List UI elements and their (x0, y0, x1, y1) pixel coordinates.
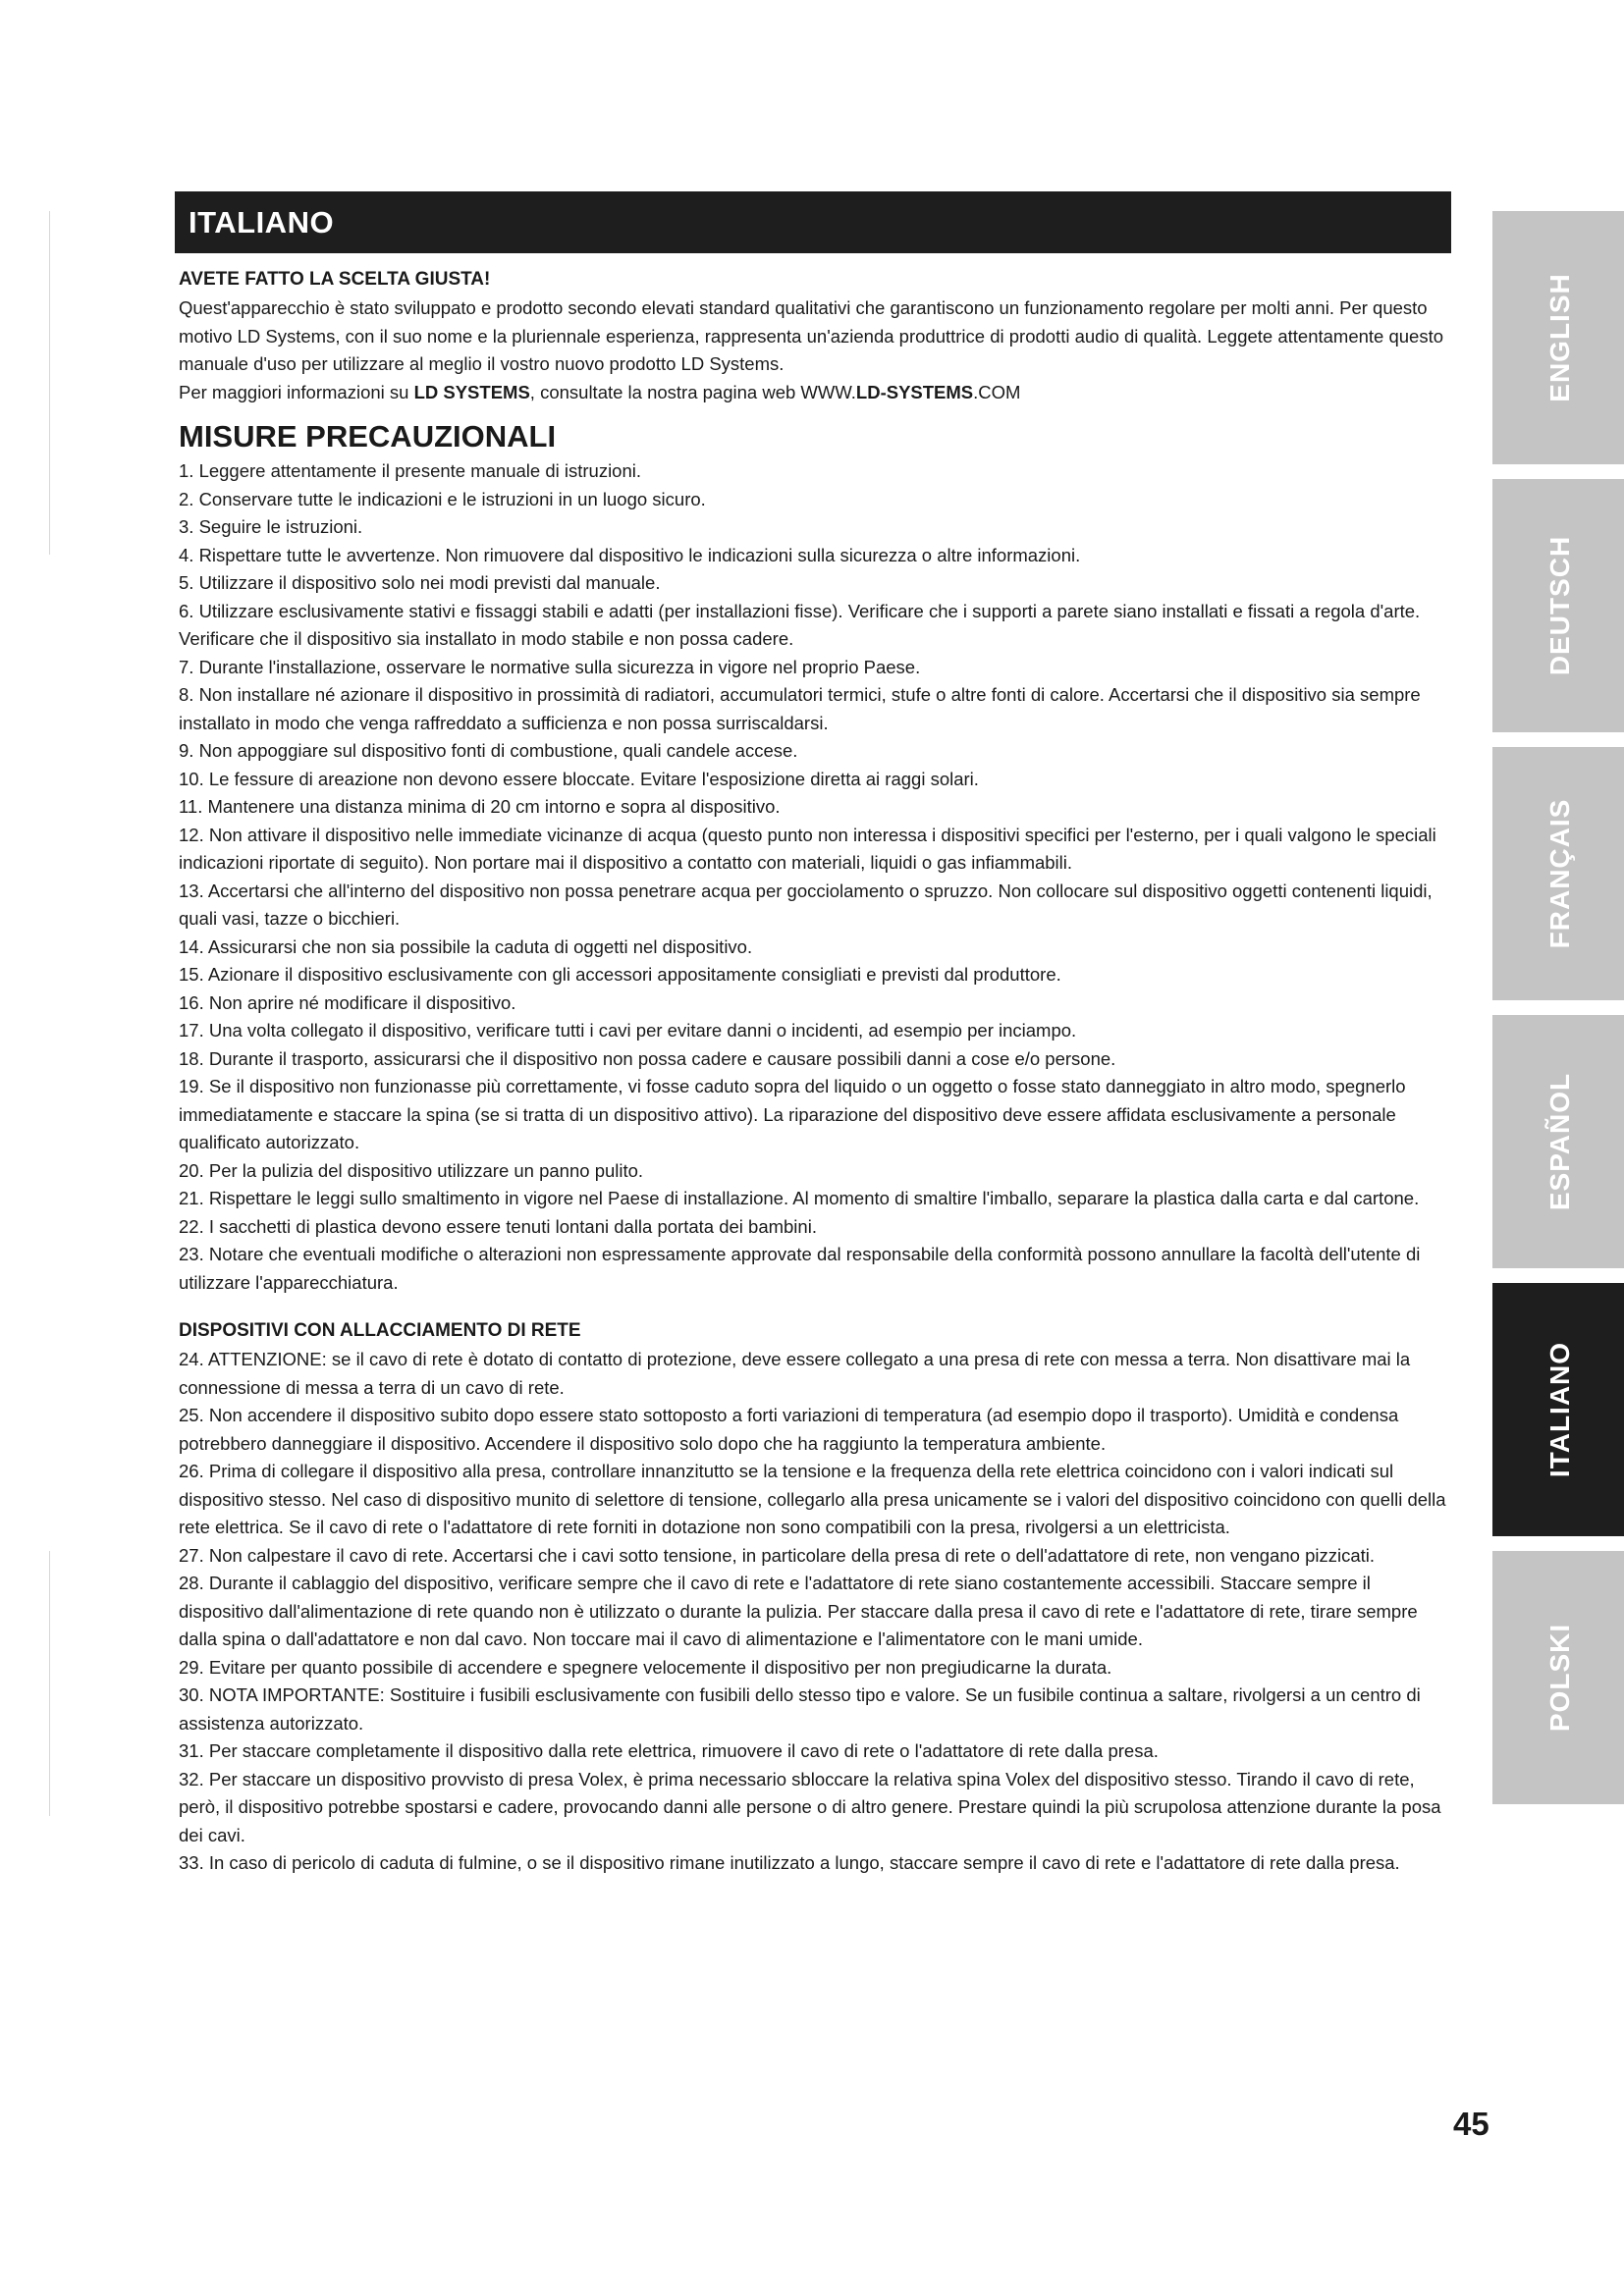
list-item: 26. Prima di collegare il dispositivo alla presa, controllare innanzitutto se la tensione e la frequenza della rete elettrica coincidono con i valori indicati sul dispositivo stesso. Nel caso di dispositivo munito di selettore di tensione, collegarlo alla presa unicamente se i valori del dispositivo coincidono con quelli della rete elettrica. Se il cavo di rete o l'adattatore di rete forniti in dotazione non sono compatibili con la presa, rivolgersi a un elettricista. (179, 1461, 1446, 1537)
tab-francais[interactable] (1492, 747, 1624, 1000)
list-item: 25. Non accendere il dispositivo subito dopo essere stato sottoposto a forti variazioni di temperatura (ad esempio dopo il trasporto). Umidità e condensa potrebbero danneggiare il dispositivo. Accendere il dispositivo solo dopo che ha raggiunto la temperatura ambiente. (179, 1405, 1399, 1454)
list-item: 27. Non calpestare il cavo di rete. Accertarsi che i cavi sotto tensione, in particolare della presa di rete o dell'adattatore di rete, non vengano pizzicati. (179, 1544, 1376, 1566)
list-item: 2. Conservare tutte le indicazioni e le istruzioni in un luogo sicuro. (179, 488, 706, 509)
list-item: 22. I sacchetti di plastica devono essere tenuti lontani dalla portata dei bambini. (179, 1215, 817, 1237)
list-item: 24. ATTENZIONE: se il cavo di rete è dotato di contatto di protezione, deve essere collegato a una presa di rete con messa a terra. Non disattivare mai la connessione di messa a terra di un cavo di rete. (179, 1349, 1411, 1398)
tab-italiano[interactable] (1492, 1283, 1624, 1536)
precautions-list (179, 457, 1451, 1297)
list-item: 29. Evitare per quanto possibile di accendere e spegnere velocemente il dispositivo per non pregiudicarne la durata. (179, 1656, 1112, 1678)
intro-paragraph: Quest'apparecchio è stato sviluppato e prodotto secondo elevati standard qualitativi che garantiscono un funzionamento regolare per molti anni. Per questo motivo LD Systems, con il suo nome e la pluriennale esperienza, rappresenta un'azienda produttrice di prodotti audio di qualità. Leggete attentamente questo manuale d'uso per utilizzare al meglio il vostro nuovo prodotto LD Systems. (179, 297, 1444, 374)
list-item: 9. Non appoggiare sul dispositivo fonti di combustione, quali candele accese. (179, 740, 798, 761)
list-item: 4. Rispettare tutte le avvertenze. Non rimuovere dal dispositivo le indicazioni sulla sicurezza o altre informazioni. (179, 544, 1081, 565)
language-header-title: ITALIANO (189, 205, 335, 240)
page-number: 45 (1453, 2106, 1489, 2142)
website-suffix: .COM (973, 381, 1021, 402)
list-item: 11. Mantenere una distanza minima di 20 cm intorno e sopra al dispositivo. (179, 796, 781, 817)
precautions-heading: MISURE PRECAUZIONALI (179, 419, 557, 454)
list-item: 33. In caso di pericolo di caduta di fulmine, o se il dispositivo rimane inutilizzato a lungo, staccare sempre il cavo di rete e l'adattatore di rete dalla presa. (179, 1852, 1400, 1873)
list-item: 20. Per la pulizia del dispositivo utilizzare un panno pulito. (179, 1159, 644, 1181)
list-item: 28. Durante il cablaggio del dispositivo, verificare sempre che il cavo di rete e l'adattatore di rete siano costantemente accessibili. Staccare sempre il dispositivo dall'alimentazione di rete quando non è utilizzato o durante la pulizia. Per staccare dalla presa il cavo di rete e l'adattatore di rete, tirare sempre dalla spina o dall'adattatore e non dal cavo. Non toccare mai il cavo di alimentazione e l'alimentatore con le mani umide. (179, 1573, 1418, 1649)
tab-italiano-label: ITALIANO (1544, 1341, 1575, 1478)
intro-info-line (179, 379, 1451, 407)
margin-rule-bottom (49, 1551, 50, 1816)
list-item: 31. Per staccare completamente il dispositivo dalla rete elettrica, rimuovere il cavo di rete o l'adattatore di rete dalla presa. (179, 1740, 1159, 1761)
list-item: 10. Le fessure di areazione non devono essere bloccate. Evitare l'esposizione diretta ai raggi solari. (179, 768, 979, 789)
list-item: 23. Notare che eventuali modifiche o alterazioni non espressamente approvate dal responsabile della conformità possono annullare la facoltà dell'utente di utilizzare l'apparecchiatura. (179, 1244, 1421, 1293)
list-item: 8. Non installare né azionare il dispositivo in prossimità di radiatori, accumulatori termici, stufe o altre fonti di calore. Accertarsi che il dispositivo sia sempre installato in modo che venga raffreddato a sufficienza e non possa surriscaldarsi. (179, 684, 1421, 733)
main-content (179, 265, 1451, 1878)
list-item: 13. Accertarsi che all'interno del dispositivo non possa penetrare acqua per gocciolamento o spruzzo. Non collocare sul dispositivo oggetti contenenti liquidi, quali vasi, tazze o bicchieri. (179, 880, 1433, 929)
brand-name: LD SYSTEMS (413, 381, 530, 402)
tab-deutsch-label: DEUTSCH (1544, 535, 1575, 676)
language-header-bar (175, 191, 1451, 253)
list-item: 14. Assicurarsi che non sia possibile la caduta di oggetti nel dispositivo. (179, 935, 753, 957)
list-item: 5. Utilizzare il dispositivo solo nei modi previsti dal manuale. (179, 572, 661, 593)
list-item: 6. Utilizzare esclusivamente stativi e fissaggi stabili e adatti (per installazioni fisse). Verificare che i supporti a parete siano installati e fissati a regola d'arte. Verificare che il dispositivo sia installato in modo stabile e non possa cadere. (179, 600, 1421, 649)
mains-list (179, 1346, 1451, 1878)
list-item: 17. Una volta collegato il dispositivo, verificare tutti i cavi per evitare danni o incidenti, ad esempio per inciampo. (179, 1020, 1077, 1041)
list-item: 30. NOTA IMPORTANTE: Sostituire i fusibili esclusivamente con fusibili dello stesso tipo e valore. Se un fusibile continua a saltare, rivolgersi a un centro di assistenza autorizzato. (179, 1684, 1421, 1734)
list-item: 3. Seguire le istruzioni. (179, 516, 363, 537)
margin-rule-top (49, 211, 50, 555)
list-item: 12. Non attivare il dispositivo nelle immediate vicinanze di acqua (questo punto non interessa i dispositivi specifici per l'esterno, per i quali valgono le speciali indicazioni riportate di seguito). Non portare mai il dispositivo a contatto con materiali, liquidi o gas infiammabili. (179, 824, 1436, 873)
list-item: 21. Rispettare le leggi sullo smaltimento in vigore nel Paese di installazione. Al momento di smaltire l'imballo, separare la plastica dalla carta e dal cartone. (179, 1188, 1420, 1208)
tab-polski[interactable] (1492, 1551, 1624, 1804)
list-item: 7. Durante l'installazione, osservare le normative sulla sicurezza in vigore nel proprio Paese. (179, 656, 921, 677)
list-item: 19. Se il dispositivo non funzionasse più correttamente, vi fosse caduto sopra del liquido o un oggetto o fosse stato danneggiato in altro modo, spegnerlo immediatamente e staccare la spina (se si tratta di un dispositivo attivo). La riparazione del dispositivo deve essere affidata esclusivamente a personale qualificato autorizzato. (179, 1076, 1406, 1152)
list-item: 16. Non aprire né modificare il dispositivo. (179, 991, 516, 1013)
list-item: 18. Durante il trasporto, assicurarsi che il dispositivo non possa cadere e causare possibili danni a cose e/o persone. (179, 1047, 1116, 1069)
tab-polski-label: POLSKI (1544, 1623, 1575, 1733)
intro-title: AVETE FATTO LA SCELTA GIUSTA! (179, 269, 491, 290)
list-item: 32. Per staccare un dispositivo provvisto di presa Volex, è prima necessario sbloccare la relativa spina Volex del dispositivo stesso. Tirando il cavo di rete, però, il dispositivo potrebbe spostarsi e cadere, provocando danni alle persone o di altro genere. Prestare quindi la più scrupolosa attenzione durante la posa dei cavi. (179, 1768, 1441, 1845)
info-mid: , consultate la nostra pagina web WWW. (529, 381, 856, 402)
tab-espanol-label: ESPAÑOL (1544, 1072, 1575, 1211)
website-brand: LD-SYSTEMS (855, 381, 974, 402)
tab-deutsch[interactable] (1492, 479, 1624, 732)
list-item: 15. Azionare il dispositivo esclusivamente con gli accessori appositamente consigliati e previsti dal produttore. (179, 964, 1061, 985)
mains-heading: DISPOSITIVI CON ALLACCIAMENTO DI RETE (179, 1320, 581, 1341)
info-prefix: Per maggiori informazioni su (179, 381, 414, 402)
tab-english-label: ENGLISH (1544, 273, 1575, 402)
tab-francais-label: FRANÇAIS (1544, 798, 1575, 949)
list-item: 1. Leggere attentamente il presente manuale di istruzioni. (179, 460, 642, 481)
tab-espanol[interactable] (1492, 1015, 1624, 1268)
tab-english[interactable] (1492, 211, 1624, 464)
